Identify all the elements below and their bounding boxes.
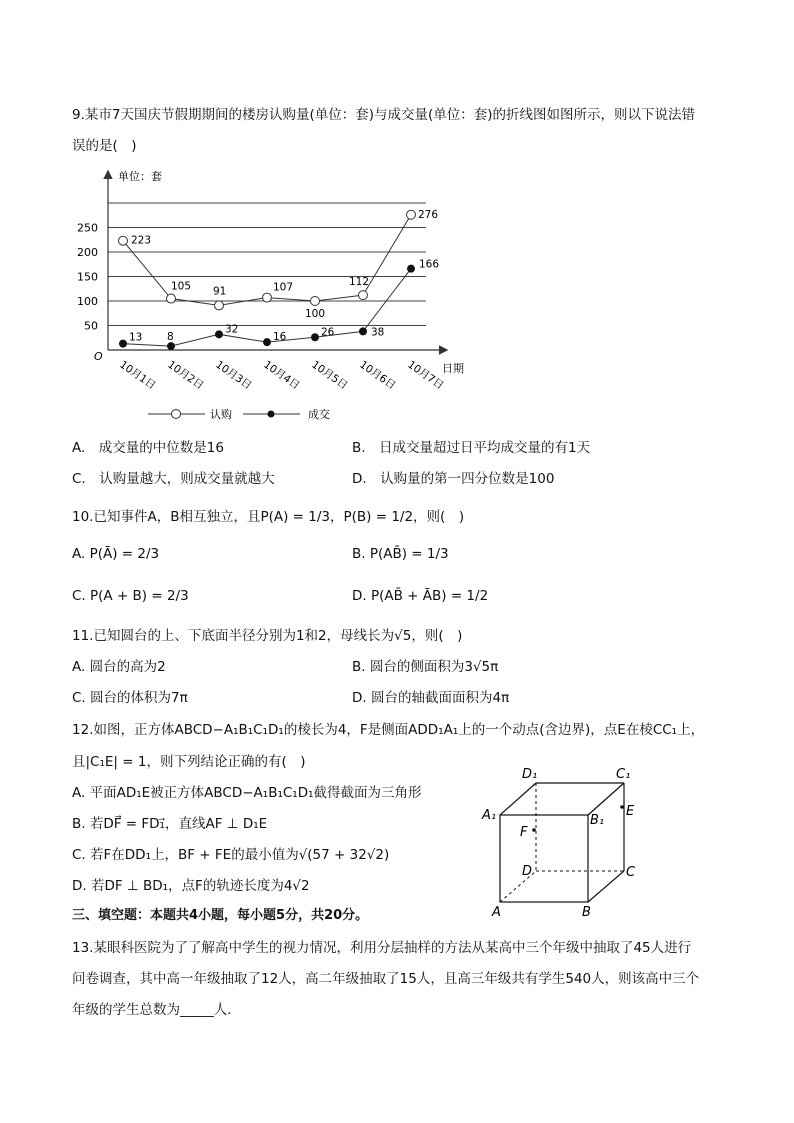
chart-data-label: 107 [273,281,294,294]
legend-marker-deal [268,411,275,418]
chart-y-tick-label: 50 [84,319,98,333]
q9-option-d: D. 认购量的第一四分位数是100 [352,471,555,487]
chart-point-deal [407,265,415,273]
chart-origin-label: O [94,350,103,363]
q12-cube-figure [480,762,650,922]
q9-option-c: C. 认购量越大，则成交量就越大 [72,471,275,487]
chart-point-subscribe [119,236,128,245]
q10-option-a: A. P(Ā) = 2/3 [72,546,160,562]
cube-edge-a1d1 [500,783,536,815]
chart-unit-label: 单位：套 [118,170,162,183]
chart-point-deal [263,338,271,346]
q12-stem-line1: 12.如图，正方体ABCD−A₁B₁C₁D₁的棱长为4，F是侧面ADD₁A₁上的一个动点(含边界)，点E在棱CC₁上， [72,722,705,738]
chart-x-tick-label: 10月6日 [357,358,398,393]
q9-stem-line2: 误的是( ) [72,138,137,154]
cube-label-b: B [582,905,591,920]
q9-stem-line1: 9.某市7天国庆节假期期间的楼房认购量(单位：套)与成交量(单位：套)的折线图如图所示，则以下说法错 [72,107,696,123]
q11-option-c: C. 圆台的体积为7π [72,690,188,706]
legend-label-subscribe: 认购 [210,408,232,421]
q13-line3: 年级的学生总数为_____人． [72,1002,241,1018]
q10-option-b: B. P(AB̄) = 1/3 [352,546,449,562]
q12-option-a: A. 平面AD₁E被正方体ABCD−A₁B₁C₁D₁截得截面为三角形 [72,785,422,801]
chart-x-tick-label: 10月1日 [117,358,158,393]
chart-data-label: 16 [273,331,287,344]
chart-y-tick-label: 100 [77,295,98,308]
chart-data-label: 91 [213,285,227,298]
chart-x-tick-label: 10月3日 [213,358,254,393]
chart-point-deal [215,330,223,338]
q10-option-d: D. P(AB̄ + ĀB) = 1/2 [352,588,489,604]
q11-option-d: D. 圆台的轴截面面积为4π [352,690,510,706]
q13-line1: 13.某眼科医院为了了解高中学生的视力情况，利用分层抽样的方法从某高中三个年级中抽取了45人进行 [72,940,692,956]
q12-option-d: D. 若DF ⊥ BD₁，点F的轨迹长度为4√2 [72,878,310,894]
q11-option-b: B. 圆台的侧面积为3√5π [352,659,499,675]
chart-x-tick-label: 10月4日 [261,358,302,393]
q9-option-a: A. 成交量的中位数是16 [72,440,224,456]
q9-line-chart [0,0,794,430]
q11-option-a: A. 圆台的高为2 [72,659,166,675]
cube-label-d1: D₁ [522,767,538,782]
chart-point-subscribe [359,291,368,300]
chart-y-tick-label: 200 [77,246,98,259]
q12-stem-line2: 且|C₁E| = 1，则下列结论正确的有( ) [72,754,306,770]
cube-label-d: D [522,864,533,879]
section3-title: 三、填空题：本题共4小题，每小题5分，共20分。 [72,908,369,923]
q12-option-b: B. 若DF⃗ = FD₁⃗，直线AF ⊥ D₁E [72,816,268,832]
chart-y-tick-label: 250 [77,221,98,235]
cube-edge-bc [588,871,624,902]
cube-label-a1: A₁ [482,808,497,823]
chart-data-label: 38 [371,326,385,339]
chart-point-subscribe [215,301,224,310]
cube-edge-b1c1 [588,783,624,815]
chart-point-deal [119,340,127,348]
cube-point-e [620,805,624,809]
chart-point-subscribe [263,293,272,302]
cube-label-c: C [626,865,636,880]
cube-front-face [500,815,588,902]
chart-data-label: 223 [131,234,152,247]
q10-option-c: C. P(A + B) = 2/3 [72,588,189,604]
chart-data-label: 26 [321,326,335,339]
cube-label-b1: B₁ [590,813,605,828]
chart-x-axis-label: 日期 [442,362,464,375]
chart-data-label: 13 [129,331,143,344]
chart-data-label: 32 [225,323,239,336]
cube-label-a: A [492,905,501,920]
chart-point-deal [311,333,319,341]
q13-line2: 问卷调查，其中高一年级抽取了12人，高二年级抽取了15人，且高三年级共有学生540人，则该高中三个 [72,971,700,987]
chart-y-tick-label: 150 [77,270,98,284]
legend-label-deal: 成交 [308,408,330,421]
cube-label-e: E [626,804,635,819]
chart-x-tick-label: 10月5日 [309,358,350,393]
chart-point-subscribe [311,297,320,306]
legend-marker-subscribe [172,410,181,419]
chart-data-label: 100 [305,308,326,320]
chart-x-tick-label: 10月2日 [165,358,206,393]
chart-data-label: 276 [418,208,439,221]
chart-data-label: 166 [419,258,440,271]
cube-label-c1: C₁ [616,767,631,782]
q11-stem: 11.已知圆台的上、下底面半径分别为1和2，母线长为√5，则( ) [72,628,463,644]
chart-point-subscribe [407,210,416,219]
chart-data-label: 8 [167,331,174,344]
chart-x-tick-label: 10月7日 [405,358,446,393]
chart-point-deal [359,327,367,335]
chart-series-line-0 [123,215,411,306]
chart-data-label: 105 [171,280,192,293]
chart-point-deal [167,342,175,350]
cube-label-f: F [520,825,528,840]
q9-option-b: B. 日成交量超过日平均成交量的有1天 [352,440,591,456]
chart-data-label: 112 [349,276,370,289]
chart-gridlines [108,203,426,326]
chart-point-subscribe [167,294,176,303]
cube-point-f [532,828,536,832]
q12-option-c: C. 若F在DD₁上，BF + FE的最小值为√(57 + 32√2) [72,847,390,863]
q10-stem: 10.已知事件A，B相互独立，且P(A) = 1/3，P(B) = 1/2，则( ) [72,509,465,525]
